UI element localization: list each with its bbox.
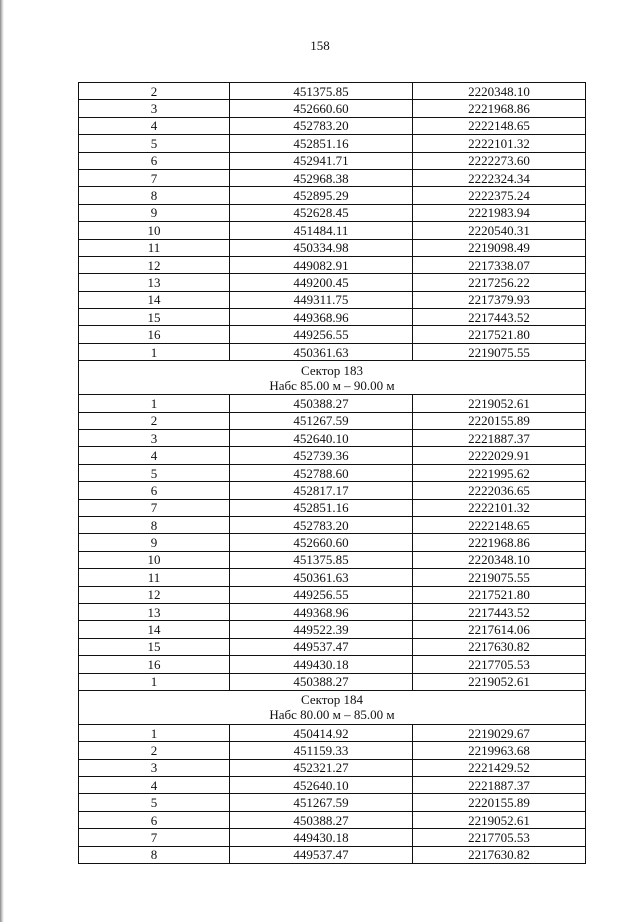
table-row [79,395,586,412]
table-row [79,603,586,620]
point-number-cell: 9 [79,204,230,221]
point-number-cell: 1 [79,724,230,741]
point-number-cell: 11 [79,569,230,586]
table-row [79,291,586,308]
y-coordinate-cell: 2217630.82 [413,638,586,655]
point-number-cell: 6 [79,811,230,828]
point-number-cell: 5 [79,464,230,481]
table-row [79,343,586,360]
y-coordinate-cell: 2220348.10 [413,83,586,100]
table-row [79,83,586,100]
point-number-cell: 16 [79,656,230,673]
y-coordinate-cell: 2221983.94 [413,204,586,221]
y-coordinate-cell: 2222148.65 [413,117,586,134]
point-number-cell: 14 [79,621,230,638]
y-coordinate-cell: 2217630.82 [413,846,586,863]
y-coordinate-cell: 2217443.52 [413,603,586,620]
point-number-cell: 1 [79,343,230,360]
y-coordinate-cell: 2217705.53 [413,656,586,673]
table-row [79,638,586,655]
x-coordinate-cell: 449082.91 [230,256,413,273]
x-coordinate-cell: 450414.92 [230,724,413,741]
point-number-cell: 3 [79,759,230,776]
table-row [79,412,586,429]
x-coordinate-cell: 452783.20 [230,516,413,533]
y-coordinate-cell: 2222375.24 [413,187,586,204]
point-number-cell: 13 [79,603,230,620]
table-row [79,152,586,169]
point-number-cell: 5 [79,794,230,811]
table-row [79,673,586,690]
y-coordinate-cell: 2217338.07 [413,256,586,273]
y-coordinate-cell: 2222029.91 [413,447,586,464]
point-number-cell: 10 [79,222,230,239]
sector-title: Сектор 183 [300,362,363,378]
point-number-cell: 13 [79,274,230,291]
x-coordinate-cell: 452640.10 [230,777,413,794]
y-coordinate-cell: 2219052.61 [413,395,586,412]
table-row [79,464,586,481]
x-coordinate-cell: 449256.55 [230,326,413,343]
x-coordinate-cell: 452941.71 [230,152,413,169]
table-row [79,309,586,326]
table-row [79,586,586,603]
x-coordinate-cell: 452321.27 [230,759,413,776]
table-row [79,534,586,551]
sector-header-cell [79,690,586,724]
y-coordinate-cell: 2221429.52 [413,759,586,776]
table-row [79,256,586,273]
y-coordinate-cell: 2220348.10 [413,551,586,568]
y-coordinate-cell: 2220155.89 [413,412,586,429]
table-row [79,482,586,499]
point-number-cell: 12 [79,586,230,603]
point-number-cell: 7 [79,169,230,186]
table-row [79,569,586,586]
coordinates-table-body [79,83,586,864]
x-coordinate-cell: 449537.47 [230,846,413,863]
x-coordinate-cell: 452739.36 [230,447,413,464]
y-coordinate-cell: 2221968.86 [413,100,586,117]
y-coordinate-cell: 2217379.93 [413,291,586,308]
point-number-cell: 2 [79,742,230,759]
table-row [79,274,586,291]
x-coordinate-cell: 452851.16 [230,499,413,516]
x-coordinate-cell: 450388.27 [230,811,413,828]
point-number-cell: 15 [79,638,230,655]
table-row [79,239,586,256]
table-row [79,187,586,204]
table-row [79,204,586,221]
table-row [79,222,586,239]
point-number-cell: 8 [79,846,230,863]
x-coordinate-cell: 452783.20 [230,117,413,134]
table-row [79,100,586,117]
y-coordinate-cell: 2217614.06 [413,621,586,638]
y-coordinate-cell: 2217705.53 [413,829,586,846]
x-coordinate-cell: 451159.33 [230,742,413,759]
y-coordinate-cell: 2222101.32 [413,499,586,516]
y-coordinate-cell: 2219098.49 [413,239,586,256]
table-row [79,117,586,134]
table-row [79,724,586,741]
sector-header-row [79,690,586,724]
y-coordinate-cell: 2222036.65 [413,482,586,499]
x-coordinate-cell: 452788.60 [230,464,413,481]
table-row [79,516,586,533]
x-coordinate-cell: 452628.45 [230,204,413,221]
y-coordinate-cell: 2219963.68 [413,742,586,759]
x-coordinate-cell: 450361.63 [230,569,413,586]
x-coordinate-cell: 452640.10 [230,430,413,447]
table-row [79,135,586,152]
x-coordinate-cell: 449200.45 [230,274,413,291]
x-coordinate-cell: 450361.63 [230,343,413,360]
y-coordinate-cell: 2217521.80 [413,326,586,343]
y-coordinate-cell: 2221887.37 [413,777,586,794]
point-number-cell: 9 [79,534,230,551]
x-coordinate-cell: 452851.16 [230,135,413,152]
sector-header-cell [79,361,586,395]
x-coordinate-cell: 452968.38 [230,169,413,186]
point-number-cell: 1 [79,673,230,690]
table-row [79,811,586,828]
coordinates-table [78,82,586,864]
x-coordinate-cell: 451267.59 [230,794,413,811]
y-coordinate-cell: 2222148.65 [413,516,586,533]
x-coordinate-cell: 449368.96 [230,309,413,326]
x-coordinate-cell: 451267.59 [230,412,413,429]
point-number-cell: 4 [79,447,230,464]
point-number-cell: 14 [79,291,230,308]
point-number-cell: 6 [79,152,230,169]
x-coordinate-cell: 449256.55 [230,586,413,603]
sector-title: Сектор 184 [300,692,363,708]
table-row [79,846,586,863]
y-coordinate-cell: 2217521.80 [413,586,586,603]
table-row [79,794,586,811]
y-coordinate-cell: 2217256.22 [413,274,586,291]
y-coordinate-cell: 2222273.60 [413,152,586,169]
x-coordinate-cell: 450388.27 [230,673,413,690]
y-coordinate-cell: 2222324.34 [413,169,586,186]
x-coordinate-cell: 451375.85 [230,551,413,568]
y-coordinate-cell: 2222101.32 [413,135,586,152]
table-row [79,829,586,846]
point-number-cell: 12 [79,256,230,273]
x-coordinate-cell: 449311.75 [230,291,413,308]
sector-height-range: Набс 80.00 м – 85.00 м [269,707,395,723]
table-row [79,656,586,673]
point-number-cell: 7 [79,829,230,846]
x-coordinate-cell: 450388.27 [230,395,413,412]
point-number-cell: 11 [79,239,230,256]
point-number-cell: 3 [79,100,230,117]
point-number-cell: 2 [79,83,230,100]
x-coordinate-cell: 452660.60 [230,534,413,551]
x-coordinate-cell: 452895.29 [230,187,413,204]
x-coordinate-cell: 452660.60 [230,100,413,117]
y-coordinate-cell: 2219075.55 [413,569,586,586]
point-number-cell: 4 [79,777,230,794]
y-coordinate-cell: 2221887.37 [413,430,586,447]
sector-height-range: Набс 85.00 м – 90.00 м [269,377,395,393]
table-row [79,551,586,568]
point-number-cell: 10 [79,551,230,568]
y-coordinate-cell: 2219029.67 [413,724,586,741]
y-coordinate-cell: 2220155.89 [413,794,586,811]
x-coordinate-cell: 451484.11 [230,222,413,239]
y-coordinate-cell: 2219052.61 [413,673,586,690]
table-row [79,430,586,447]
point-number-cell: 8 [79,516,230,533]
table-row [79,499,586,516]
x-coordinate-cell: 449537.47 [230,638,413,655]
page-number: 158 [310,38,330,53]
table-row [79,621,586,638]
point-number-cell: 5 [79,135,230,152]
x-coordinate-cell: 449430.18 [230,656,413,673]
point-number-cell: 16 [79,326,230,343]
y-coordinate-cell: 2220540.31 [413,222,586,239]
point-number-cell: 1 [79,395,230,412]
x-coordinate-cell: 449368.96 [230,603,413,620]
y-coordinate-cell: 2221968.86 [413,534,586,551]
y-coordinate-cell: 2217443.52 [413,309,586,326]
table-row [79,742,586,759]
point-number-cell: 15 [79,309,230,326]
x-coordinate-cell: 451375.85 [230,83,413,100]
y-coordinate-cell: 2219052.61 [413,811,586,828]
point-number-cell: 8 [79,187,230,204]
x-coordinate-cell: 449522.39 [230,621,413,638]
point-number-cell: 6 [79,482,230,499]
table-row [79,759,586,776]
x-coordinate-cell: 452817.17 [230,482,413,499]
point-number-cell: 4 [79,117,230,134]
scan-left-edge [0,0,4,922]
table-row [79,447,586,464]
table-row [79,169,586,186]
x-coordinate-cell: 449430.18 [230,829,413,846]
y-coordinate-cell: 2219075.55 [413,343,586,360]
point-number-cell: 2 [79,412,230,429]
table-row [79,777,586,794]
table-row [79,326,586,343]
sector-header-row [79,361,586,395]
point-number-cell: 3 [79,430,230,447]
point-number-cell: 7 [79,499,230,516]
y-coordinate-cell: 2221995.62 [413,464,586,481]
x-coordinate-cell: 450334.98 [230,239,413,256]
